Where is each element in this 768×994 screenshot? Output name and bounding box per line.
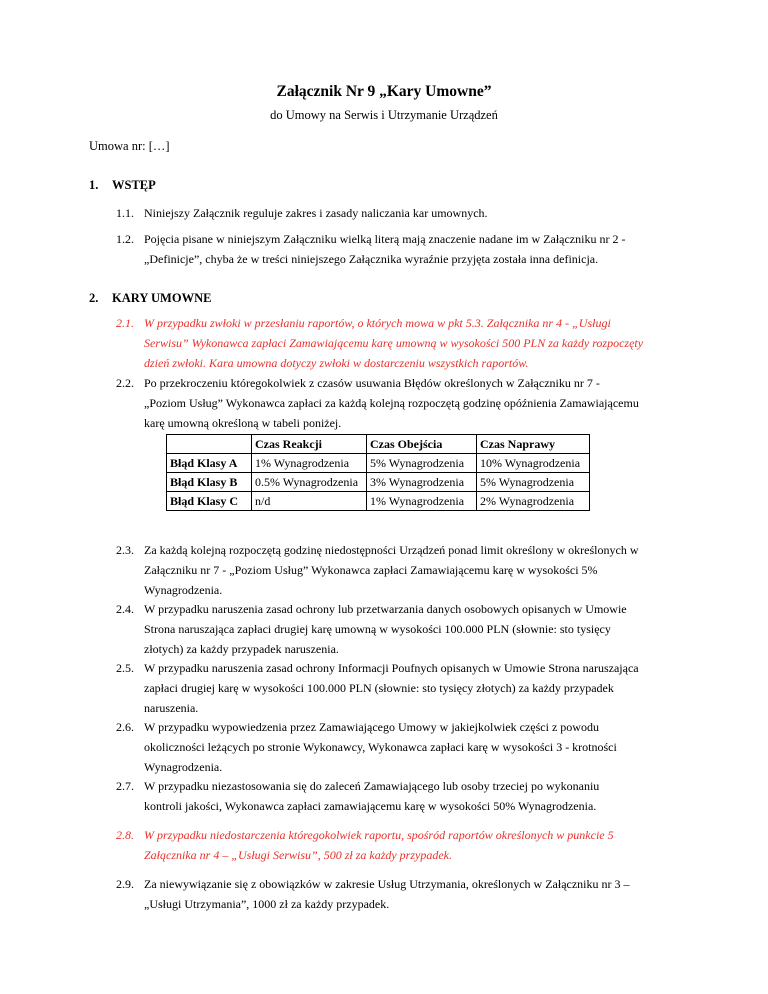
document-subtitle: do Umowy na Serwis i Utrzymanie Urządzeń [270,108,498,122]
table-cell: 1% Wynagrodzenia [367,492,477,511]
list-item [116,825,649,865]
item-line: „Poziom Usług” Wykonawca zapłaci za każdą kolejną rozpoczętą godzinę opóźnienia Zamawiającemu [144,396,639,410]
table-cell: 2% Wynagrodzenia [477,492,590,511]
item-line: zapłaci drugiej karę w wysokości 100.000 PLN (słownie: sto tysięcy złotych) za każdy przypadek [144,681,614,695]
list-item [116,373,649,433]
list-item [116,203,649,223]
list-item [116,313,649,373]
document-title: Załącznik Nr 9 „Kary Umowne” [276,83,492,100]
item-number: 2.7. [116,779,134,793]
item-line: złotych) za każdy przypadek naruszenia. [144,642,339,656]
section-number: 2. [89,291,99,305]
item-line: W przypadku niezastosowania się do zaleceń Zamawiającego lub osoby trzeciej po wykonaniu [144,779,600,793]
item-line: Po przekroczeniu któregokolwiek z czasów usuwania Błędów określonych w Załączniku nr 7 - [144,376,600,390]
item-line: dzień zwłoki. Kara umowna dotyczy zwłoki w dostarczeniu wszystkich raportów. [144,356,529,370]
list-item [116,658,649,718]
list-item [116,717,649,777]
item-line: naruszenia. [144,701,199,715]
table-row [167,454,590,473]
section-heading: WSTĘP [112,178,156,192]
penalty-table [166,434,590,511]
list-item [116,874,649,914]
table-row [167,492,590,511]
item-line: Za niewywiązanie się z obowiązków w zakresie Usług Utrzymania, określonych w Załączniku nr 3 – [144,877,630,891]
item-line: okoliczności leżących po stronie Wykonawcy, Wykonawca zapłaci karę w wysokości 3 - krotności [144,740,617,754]
table-cell: Błąd Klasy B [167,473,252,492]
section-heading: KARY UMOWNE [112,291,212,305]
item-line: „Definicje”, chyba że w treści niniejszego Załącznika wyraźnie przyjęta została inna definicja. [144,252,599,266]
table-cell: Błąd Klasy C [167,492,252,511]
item-line: W przypadku niedostarczenia któregokolwiek raportu, spośród raportów określonych w punkcie 5 [144,828,614,842]
item-number: 2.1. [116,316,134,330]
item-line: W przypadku wypowiedzenia przez Zamawiającego Umowy w jakiejkolwiek części z powodu [144,720,599,734]
list-item [116,599,649,659]
list-item [116,540,649,600]
item-number: 2.3. [116,543,134,557]
item-line: Wynagrodzenia. [144,583,223,597]
item-line: W przypadku naruszenia zasad ochrony lub przetwarzania danych osobowych opisanych w Umowie [144,602,627,616]
item-line: Strona naruszająca zapłaci drugiej karę umowną w wysokości 100.000 PLN (słownie: sto tysięcy [144,622,611,636]
item-line: W przypadku naruszenia zasad ochrony Informacji Poufnych opisanych w Umowie Strona naruszająca [144,661,639,675]
table-header-cell: Czas Naprawy [477,435,590,454]
table-cell: 3% Wynagrodzenia [367,473,477,492]
contract-number: Umowa nr: […] [89,139,170,153]
table-header-cell: Czas Obejścia [367,435,477,454]
item-number: 2.4. [116,602,134,616]
item-line: W przypadku zwłoki w przesłaniu raportów, o których mowa w pkt 5.3. Załącznika nr 4 - „Usługi [144,316,611,330]
table-header-row [167,435,590,454]
section-number: 1. [89,178,99,192]
item-line: „Usługi Utrzymania”, 1000 zł za każdy przypadek. [144,897,390,911]
table-row [167,473,590,492]
table-cell: 1% Wynagrodzenia [252,454,367,473]
item-line: karę umowną określoną w tabeli poniżej. [144,416,342,430]
item-line: Załączniku nr 7 - „Poziom Usług” Wykonawca zapłaci Zamawiającemu karę w wysokości 5% [144,563,598,577]
item-line: kontroli jakości, Wykonawca zapłaci zamawiającemu karę w wysokości 50% Wynagrodzenia. [144,799,597,813]
item-line: Załącznika nr 4 – „Usługi Serwisu”, 500 zł za każdy przypadek. [144,848,453,862]
item-number: 2.8. [116,828,134,842]
item-line: Niniejszy Załącznik reguluje zakres i zasady naliczania kar umownych. [144,206,488,220]
table-header-cell [167,435,252,454]
table-cell: Błąd Klasy A [167,454,252,473]
list-item [116,229,649,269]
list-item [116,776,649,816]
table-cell: n/d [252,492,367,511]
table-header-cell: Czas Reakcji [252,435,367,454]
table-cell: 5% Wynagrodzenia [367,454,477,473]
table-cell: 0.5% Wynagrodzenia [252,473,367,492]
item-number: 2.6. [116,720,134,734]
item-number: 1.1. [116,206,134,220]
item-number: 1.2. [116,232,134,246]
item-line: Pojęcia pisane w niniejszym Załączniku wielką literą mają znaczenie nadane im w Załączniku nr 2 - [144,232,626,246]
item-line: Serwisu” Wykonawca zapłaci Zamawiającemu karę umowną w wysokości 500 PLN za każdy rozpoczęty [144,336,644,350]
item-line: Za każdą kolejną rozpoczętą godzinę niedostępności Urządzeń ponad limit określony w określonych w [144,543,639,557]
table-cell: 10% Wynagrodzenia [477,454,590,473]
item-number: 2.5. [116,661,134,675]
item-number: 2.9. [116,877,134,891]
table-cell: 5% Wynagrodzenia [477,473,590,492]
item-number: 2.2. [116,376,134,390]
item-line: Wynagrodzenia. [144,760,223,774]
